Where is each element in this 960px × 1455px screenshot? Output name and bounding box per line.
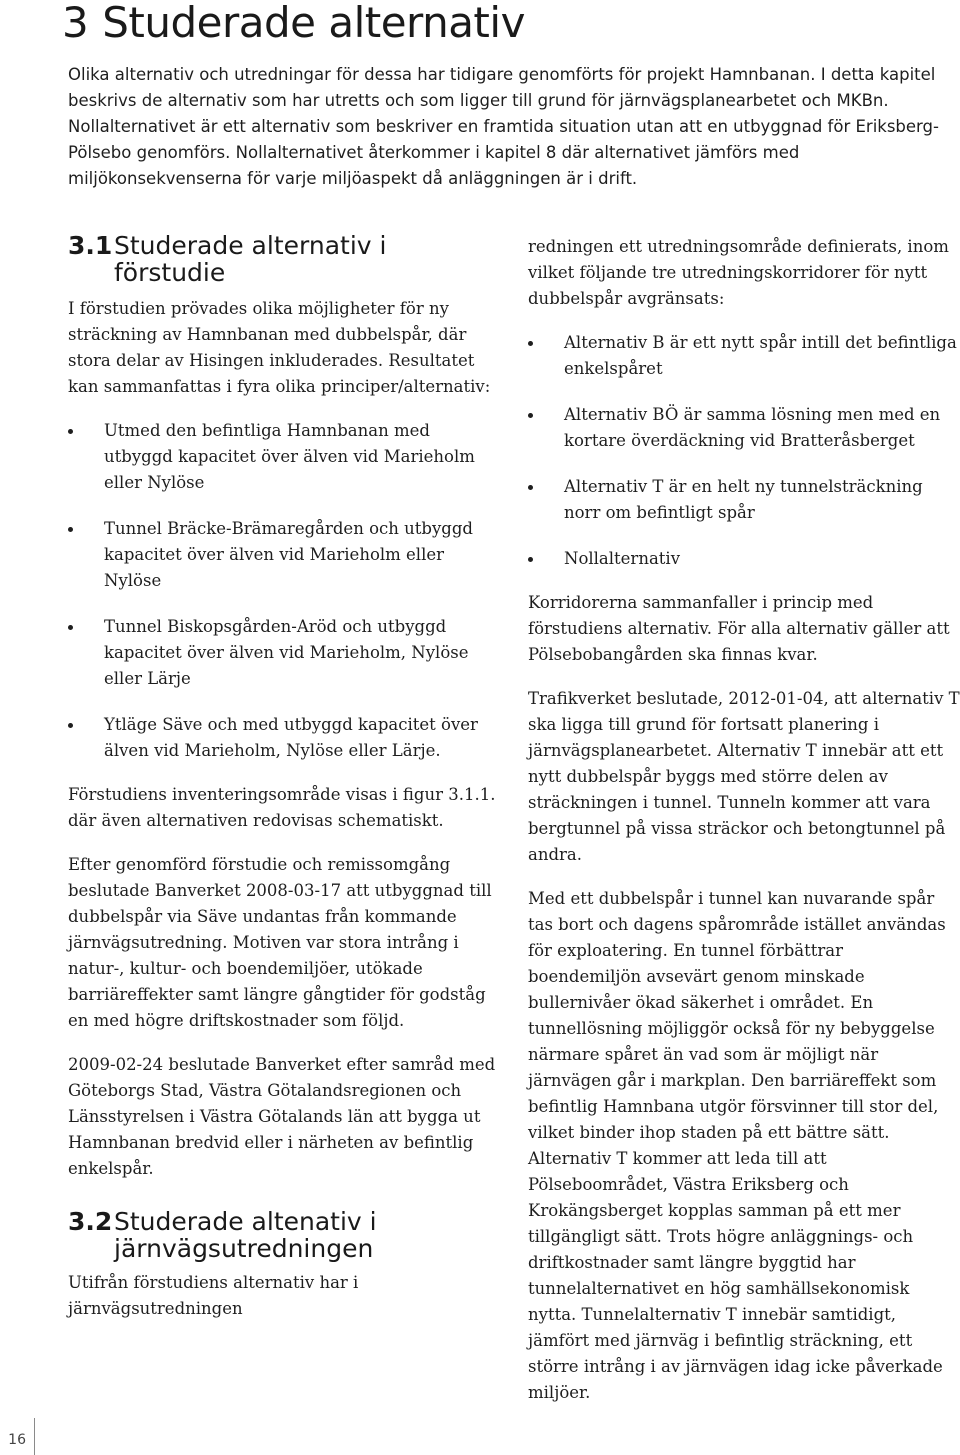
list-item-text: Alternativ T är en helt ny tunnelsträckning norr om befintligt spår xyxy=(564,477,923,522)
list-item-text: Alternativ BÖ är samma lösning men med en kortare överdäckning vid Bratteråsberget xyxy=(564,405,941,450)
bullet-icon xyxy=(68,723,73,728)
list-item xyxy=(528,402,960,454)
list-item xyxy=(68,418,500,496)
list-item xyxy=(528,546,960,572)
principles-list xyxy=(68,418,500,764)
chapter-intro: Olika alternativ och utredningar för dessa har tidigare genomförts för projekt Hamnbanan. I detta kapitel beskrivs de alternativ som har utretts och som ligger till grund för järnvägsplanearbetet och MKBn. Nollalternativet är ett alternativ som beskriver en framtida situation utan att en utbyggnad för Eriksberg-Pölsebo genomförs. Nollalternativet återkommer i kapitel 8 där alternativet jämförs med miljökonsekvenserna för varje miljöaspekt då anläggningen är i drift. xyxy=(68,65,939,188)
bullet-icon xyxy=(528,557,533,562)
bullet-icon xyxy=(528,485,533,490)
section-3-2-intro-start xyxy=(68,1270,500,1322)
list-item xyxy=(528,474,960,526)
list-item-text: Tunnel Biskopsgården-Aröd och utbyggd kapacitet över älven vid Marieholm, Nylöse eller Lärje xyxy=(104,617,469,688)
page-number-rule xyxy=(34,1418,35,1455)
list-item xyxy=(528,330,960,382)
paragraph-figure-reference: Förstudiens inventeringsområde visas i figur 3.1.1. där även alternativen redovisas schematiskt. xyxy=(68,785,496,830)
paragraph-trafikverket-decision: Trafikverket beslutade, 2012-01-04, att alternativ T ska ligga till grund för fortsatt planering i järnvägsplanearbetet. Alternativ T innebär att ett nytt dubbelspår byggs med större delen av sträckningen i tunnel. Tunneln kommer att vara bergtunnel på vissa sträckor och betongtunnel på andra. xyxy=(528,689,960,864)
bullet-icon xyxy=(68,527,73,532)
chapter-title xyxy=(62,0,525,48)
page-number: 16 xyxy=(8,1432,26,1448)
list-item xyxy=(68,614,500,692)
paragraph-banverket-decision: Efter genomförd förstudie och remissomgång beslutade Banverket 2008-03-17 att utbyggnad till dubbelspår via Säve undantas från kommande järnvägsutredning. Motiven var stora intrång i natur-, kultur- och boendemiljöer, utökade barriäreffekter samt längre gångtider för godståg en med högre driftskostnader som följd. xyxy=(68,855,492,1030)
section-3-2-intro-text: Utifrån förstudiens alternativ har i järnvägsutredningen xyxy=(68,1273,359,1318)
list-item xyxy=(68,712,500,764)
section-3-1-intro: I förstudien prövades olika möjligheter för ny sträckning av Hamnbanan med dubbelspår, där stora delar av Hisingen inkluderades. Resultatet kan sammanfattas i fyra olika principer/alternativ: xyxy=(68,299,491,396)
list-item-text: Tunnel Bräcke-Brämaregården och utbyggd kapacitet över älven vid Marieholm eller Nylöse xyxy=(104,519,473,590)
left-column xyxy=(68,232,500,1340)
list-item-text: Alternativ B är ett nytt spår intill det befintliga enkelspåret xyxy=(564,333,957,378)
section-3-1-heading xyxy=(68,232,500,286)
list-item-text: Utmed den befintliga Hamnbanan med utbyggd kapacitet över älven vid Marieholm eller Nylöse xyxy=(104,421,475,492)
section-3-2-intro-continued: redningen ett utredningsområde definierats, inom vilket följande tre utredningskorridorer för nytt dubbelspår avgränsats: xyxy=(528,237,949,308)
bullet-icon xyxy=(528,341,533,346)
section-3-2-heading xyxy=(68,1208,500,1262)
right-column xyxy=(528,234,960,1424)
section-3-2-number: 3.2 xyxy=(68,1207,113,1236)
paragraph-corridors: Korridorerna sammanfaller i princip med förstudiens alternativ. För alla alternativ gäller att Pölsebobangården ska finnas kvar. xyxy=(528,593,950,664)
list-item-text: Ytläge Säve och med utbyggd kapacitet över älven vid Marieholm, Nylöse eller Lärje. xyxy=(104,715,478,760)
bullet-icon xyxy=(528,413,533,418)
section-3-2-title: Studerade altenativ i järnvägsutredningen xyxy=(114,1207,377,1263)
list-item-text: Nollalternativ xyxy=(564,549,681,568)
bullet-icon xyxy=(68,429,73,434)
chapter-title-text: Studerade alternativ xyxy=(102,0,525,47)
paragraph-tunnel-benefits: Med ett dubbelspår i tunnel kan nuvarande spår tas bort och dagens spårområde istället användas för exploatering. En tunnel förbättrar boendemiljön avsevärt genom minskade bullernivåer ökad säkerhet i området. En tunnellösning möjliggör också för ny bebyggelse närmare spåret än vad som är möjligt när järnvägen går i markplan. Den barriäreffekt som befintlig Hamnbana utgör försvinner till stor del, vilket binder ihop staden på ett bättre sätt. Alternativ T kommer att leda till att Pölseboområdet, Västra Eriksberg och Krokängsberget kopplas samman på ett mer tillgängligt sätt. Trots högre anläggnings- och driftkostnader samt längre byggtid har tunnelalternativet en hög samhällsekonomisk nytta. Tunnelalternativ T innebär samtidigt, jämfört med järnväg i befintlig sträckning, ett större intrång i av järnvägen idag icke påverkade miljöer. xyxy=(528,889,946,1402)
section-3-1-title: Studerade alternativ i förstudie xyxy=(114,231,387,287)
corridors-list xyxy=(528,330,960,572)
paragraph-2009-decision: 2009-02-24 beslutade Banverket efter samråd med Göteborgs Stad, Västra Götalandsregionen och Länsstyrelsen i Västra Götalands län att bygga ut Hamnbanan bredvid eller i närheten av befintlig enkelspår. xyxy=(68,1055,496,1178)
bullet-icon xyxy=(68,625,73,630)
list-item xyxy=(68,516,500,594)
section-3-1-number: 3.1 xyxy=(68,231,113,260)
chapter-number: 3 xyxy=(62,0,89,47)
